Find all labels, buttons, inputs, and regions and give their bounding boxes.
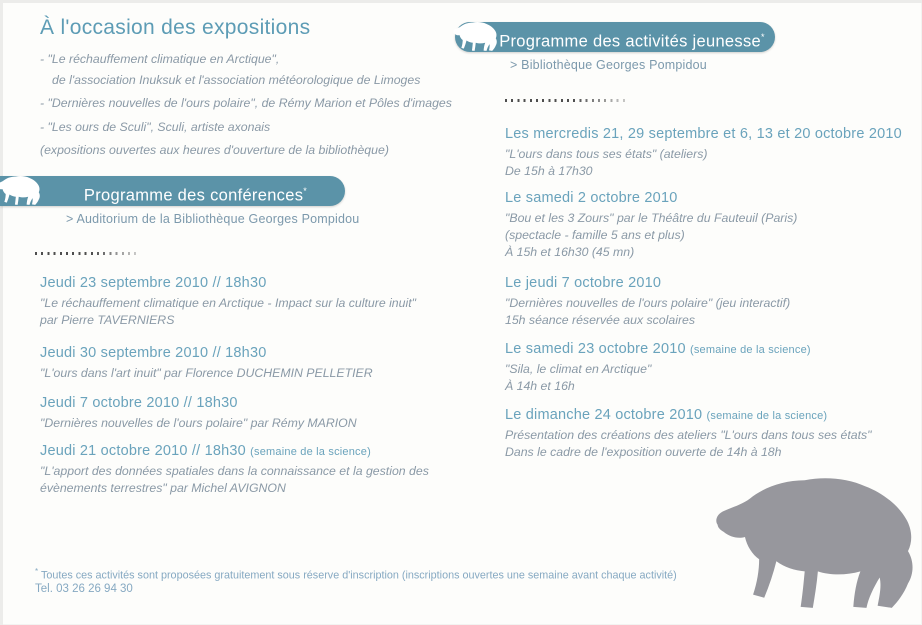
event-line: "Le réchauffement climatique en Arctique - Impact sur la culture inuit" (40, 296, 416, 310)
event-line: De 15h à 17h30 (505, 164, 593, 178)
event-line: évènements terrestres" par Michel AVIGNON (40, 481, 286, 495)
exposition-item: - "Le réchauffement climatique en Arctique", (40, 52, 280, 66)
exposition-item: - "Les ours de Sculi", Sculi, artiste axonais (40, 119, 271, 134)
event-date-text: Jeudi 23 septembre 2010 // 18h30 (40, 275, 267, 291)
dotted-separator (35, 252, 139, 255)
event-block (505, 275, 905, 329)
dotted-separator (505, 99, 629, 102)
expositions-title: À l'occasion des expositions (40, 16, 311, 39)
event-date-text: Jeudi 21 octobre 2010 // 18h30 (40, 443, 246, 459)
event-line: "L'ours dans l'art inuit" par Florence DUCHEMIN PELLETIER (40, 366, 373, 380)
event-line: Dans le cadre de l'exposition ouverte de 14h à 18h (505, 445, 782, 459)
event-block (505, 190, 905, 261)
event-date-text: Le dimanche 24 octobre 2010 (505, 407, 703, 423)
event-date (40, 345, 470, 361)
event-block (40, 443, 470, 497)
event-line: "Dernières nouvelles de l'ours polaire" (jeu interactif) (505, 296, 791, 310)
event-date (40, 395, 470, 411)
exposition-item-continuation: de l'association Inuksuk et l'association météorologique de Limoges (52, 73, 421, 87)
event-date (505, 190, 905, 206)
polar-bear-silhouette (708, 460, 922, 622)
event-date-text: Le jeudi 7 octobre 2010 (505, 275, 662, 291)
conferences-band-title: Programme des conférences (83, 186, 304, 205)
event-line: "L'apport des données spatiales dans la connaissance et la gestion des (40, 464, 429, 478)
event-date-text: Le samedi 2 octobre 2010 (505, 190, 678, 206)
footnote (35, 567, 895, 582)
exposition-item: - "Dernières nouvelles de l'ours polaire", de Rémy Marion et Pôles d'images (40, 96, 452, 110)
event-line: "Dernières nouvelles de l'ours polaire" par Rémy MARION (40, 416, 357, 430)
event-date (505, 126, 905, 142)
event-block (505, 126, 905, 180)
event-block (40, 345, 470, 382)
polar-bear-icon (452, 18, 504, 54)
event-date (40, 443, 470, 459)
jeunesse-venue: > Bibliothèque Georges Pompidou (510, 58, 707, 72)
event-date-text: Jeudi 30 septembre 2010 // 18h30 (40, 345, 267, 361)
footnote-text: Toutes ces activités sont proposées gratuitement sous réserve d'inscription (inscriptions ouvertes une semaine avant chaque activité) (40, 569, 677, 582)
footnote-marker: * (35, 567, 39, 576)
event-date (505, 275, 905, 291)
event-date (40, 275, 470, 291)
footnote-marker: * (303, 186, 308, 196)
event-line: "Sila, le climat en Arctique" (505, 362, 652, 376)
expositions-note: (expositions ouvertes aux heures d'ouverture de la bibliothèque) (40, 143, 389, 157)
event-date-note: (semaine de la science) (689, 344, 811, 356)
event-date-note: (semaine de la science) (706, 410, 828, 422)
event-block (40, 275, 470, 329)
event-line: "L'ours dans tous ses états" (ateliers) (505, 147, 708, 161)
conferences-venue: > Auditorium de la Bibliothèque Georges Pompidou (66, 212, 360, 226)
footnote-marker: * (760, 32, 765, 42)
event-date-text: Le samedi 23 octobre 2010 (505, 341, 686, 357)
event-line: 15h séance réservée aux scolaires (505, 313, 696, 327)
event-date (505, 341, 905, 357)
polar-bear-icon (0, 172, 47, 208)
event-block (505, 407, 915, 461)
event-line: Présentation des créations des ateliers "L'ours dans tous ses états" (505, 428, 872, 442)
event-block (505, 341, 905, 395)
event-date-text: Les mercredis 21, 29 septembre et 6, 13 et 20 octobre 2010 (505, 126, 902, 142)
event-line: par Pierre TAVERNIERS (40, 313, 175, 327)
event-block (40, 395, 470, 432)
event-line: À 15h et 16h30 (45 mn) (505, 245, 635, 259)
phone-number: Tel. 03 26 26 94 30 (35, 583, 133, 595)
expositions-list (40, 52, 470, 167)
event-line: À 14h et 16h (505, 379, 575, 393)
conferences-header-band (0, 176, 345, 206)
jeunesse-band-title: Programme des activités jeunesse (499, 32, 761, 51)
event-date (505, 407, 915, 423)
event-date-note: (semaine de la science) (250, 446, 371, 458)
event-line: "Bou et les 3 Zours" par le Théâtre du Fauteuil (Paris) (505, 211, 798, 225)
event-line: (spectacle - famille 5 ans et plus) (505, 228, 685, 242)
event-date-text: Jeudi 7 octobre 2010 // 18h30 (40, 395, 238, 411)
